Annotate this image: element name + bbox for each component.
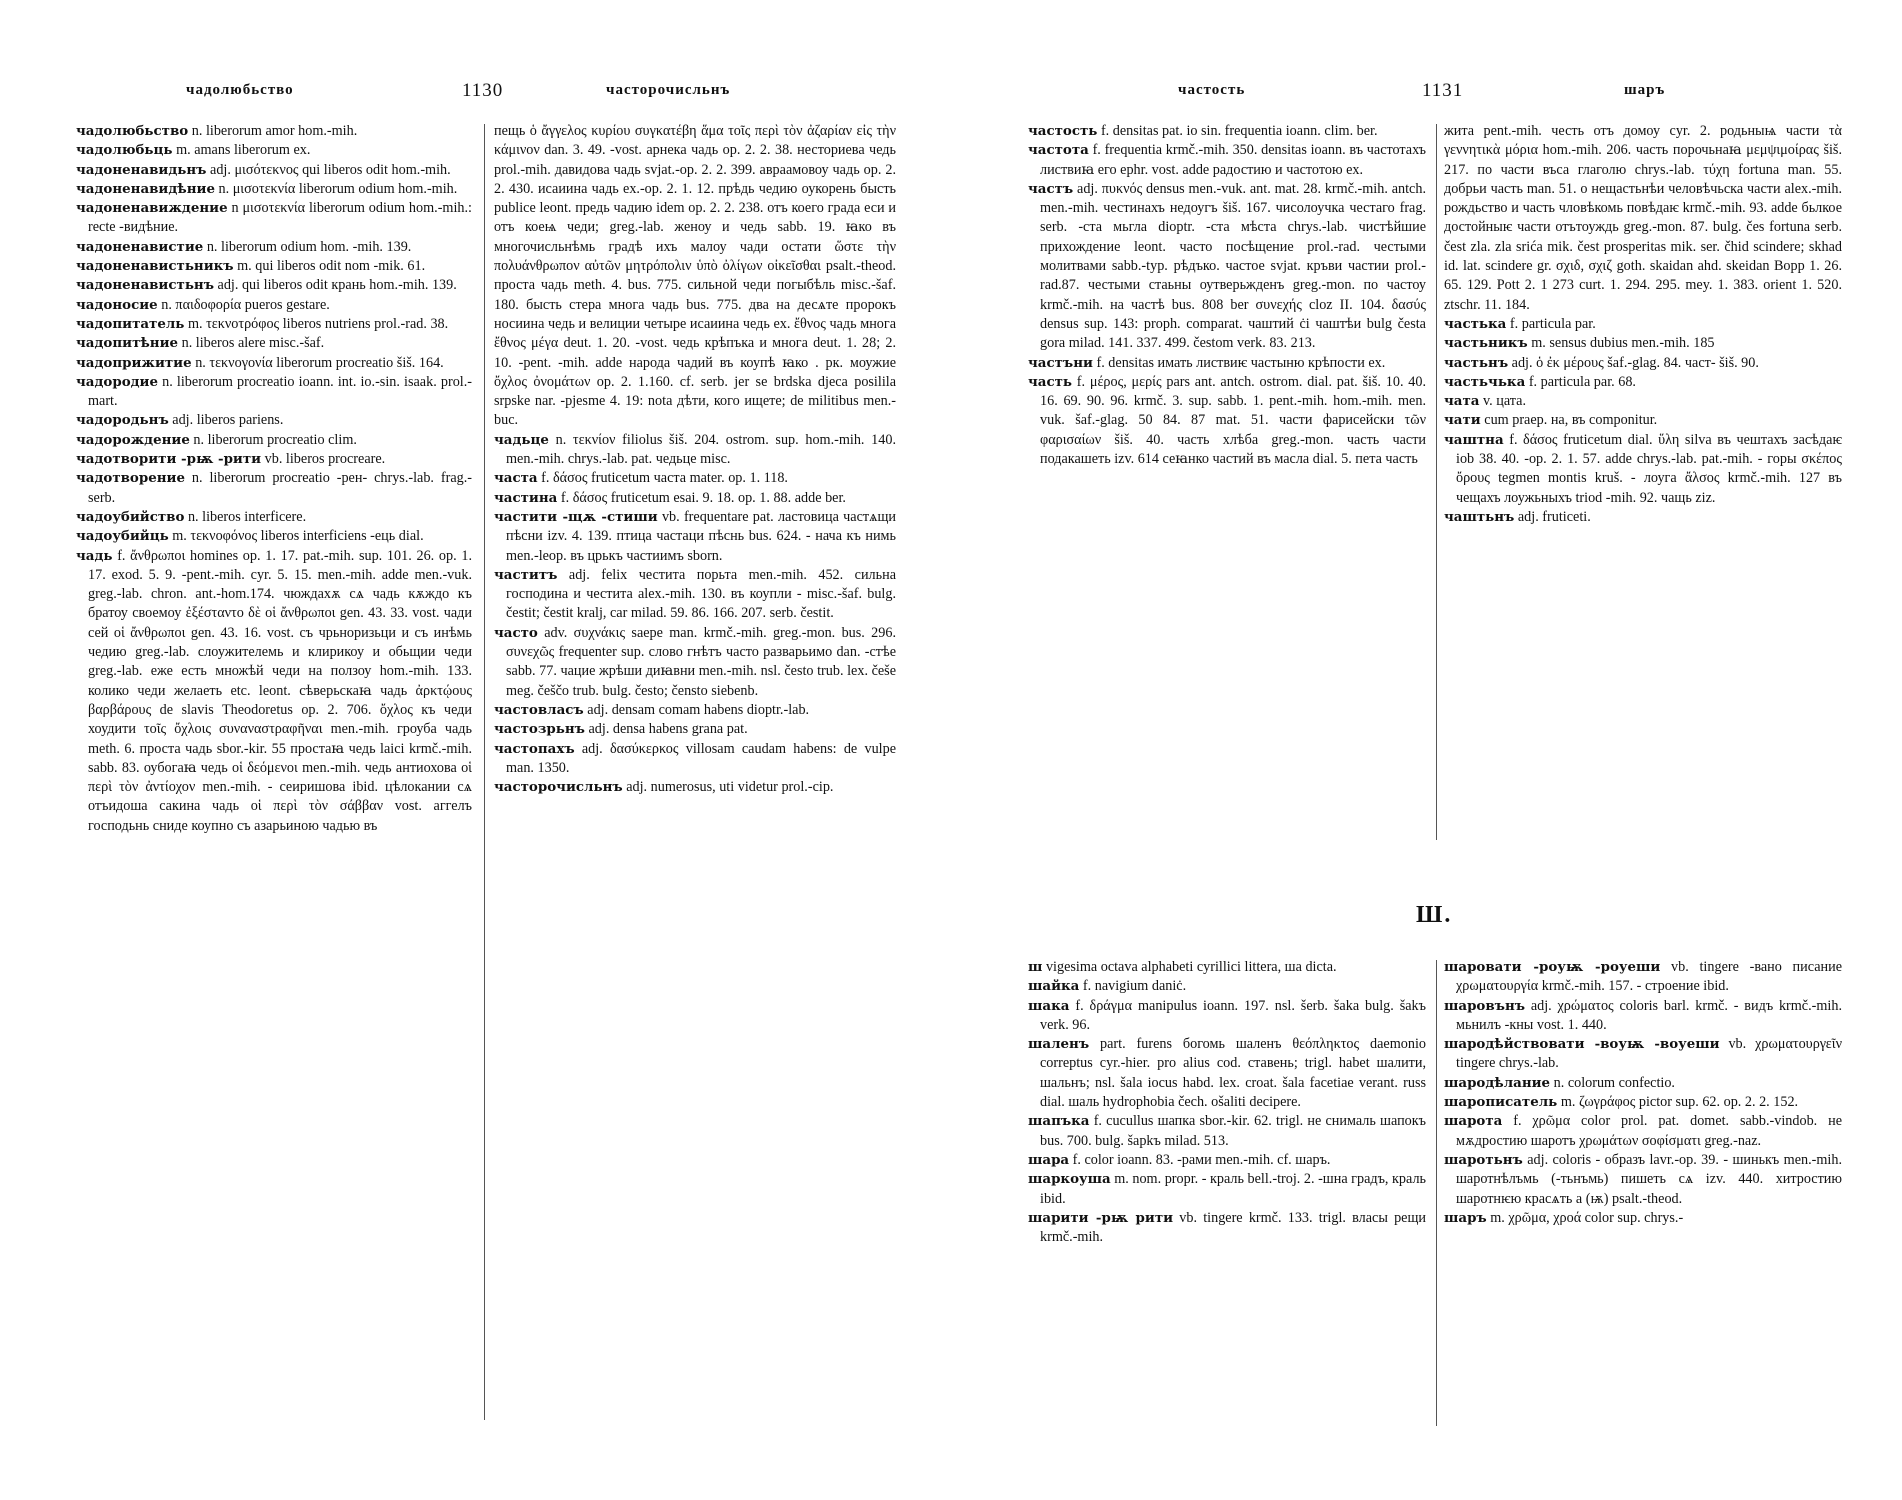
entry-definition: n. liberos alere misc.-šaf. [178, 335, 325, 352]
entry-definition: adj. densa habens grana pat. [584, 721, 748, 738]
entry-headword: чадолюбьство [76, 123, 189, 139]
dictionary-entry [1444, 334, 1842, 353]
entry-headword: чадоненавистие [76, 238, 204, 255]
dictionary-entry [1444, 958, 1842, 997]
dictionary-entry [76, 161, 472, 180]
entry-definition: m. amans liberorum ex. [172, 142, 311, 159]
dictionary-entry [1444, 1093, 1842, 1112]
entry-headword: шайка [1028, 978, 1080, 995]
entry-headword: часта [494, 470, 538, 487]
entry-headword: чадоубийць [76, 528, 169, 545]
dictionary-entry [1444, 373, 1842, 392]
dictionary-entry [1444, 1035, 1842, 1074]
dictionary-entry [1028, 1170, 1426, 1209]
dictionary-entry [76, 122, 472, 141]
right-page-column-4 [1444, 958, 1842, 1428]
entry-headword: шародѣлание [1444, 1074, 1551, 1091]
entry-headword: частити -щѫ -стиши [494, 508, 658, 525]
entry-definition: m. qui liberos odit nom -mik. 61. [233, 258, 426, 275]
right-page-column-3 [1028, 958, 1426, 1428]
dictionary-entry [1028, 958, 1426, 977]
dictionary-entry [1444, 411, 1842, 430]
entry-headword: шарити -рѭ рити [1028, 1209, 1174, 1226]
right-running-head-right: шаръ [1624, 82, 1666, 98]
entry-definition: n. liberorum procreatio -рен- chrys.-lab. frag.-serb. [88, 470, 472, 506]
dictionary-entry [1028, 354, 1426, 373]
dictionary-entry [1444, 122, 1842, 315]
dictionary-entry [76, 508, 472, 527]
entry-definition: vb. liberos procreare. [261, 451, 386, 468]
section-letter-sha: Ш. [1416, 902, 1453, 928]
right-page-column-2 [1444, 122, 1842, 842]
entry-definition: cum praep. на, въ componitur. [1480, 412, 1658, 429]
entry-headword: частъ [1028, 180, 1074, 197]
entry-headword: чадоненавиждение [76, 200, 228, 217]
entry-definition: n. colorum confectio. [1550, 1074, 1675, 1091]
dictionary-entry [494, 469, 896, 488]
entry-definition: f. cucullus шапка sbor.-kir. 62. trigl. не снималь шапокъ bus. 700. bulg. šapkъ milad. 513. [1040, 1113, 1426, 1149]
entry-headword: шаръ [1444, 1209, 1487, 1226]
dictionary-entry [1444, 392, 1842, 411]
entry-definition: adj. ὁ ἐκ μέρους šaf.-glag. 84. част- šiš. 90. [1508, 354, 1759, 371]
entry-definition: m. τεκνοτρόφος liberos nutriens prol.-rad. 38. [184, 315, 449, 332]
entry-headword: чадьце [494, 431, 549, 448]
entry-headword: чадопитѣние [76, 335, 179, 352]
dictionary-entry [76, 431, 472, 450]
dictionary-entry [494, 740, 896, 779]
entry-definition: n. liberorum odium hom. -mih. 139. [203, 238, 412, 255]
entry-definition: пещь ὁ ἄγγελος κυρίου συγκατέβη ἅμα τοῖς περὶ τὸν ἀζαρίαν εἰς τὴν κάμινον dan. 3. 49. -vost. арнека чадь op. 2. 2. 38. несториева чедь prol.-mih. давидова чадь svjat.-op. 2. 2. 399. авраамовоу чадь op. 2. 2. 430. исаиина чадь ex.-op. 2. 1. 12. прѣдь чедию оукорень бысть publice leont. предь чадию idem op. 2. 2. 238. отъ коего града еси и отъ коеѩ чеди; greg.-lab. женоу и чедь sabb. 19. ꙗко въ многочисльнѣмь градѣ ихъ малоу чади остати ὥστε τὴν πολυάνθρωπον αὐτῶν μητρόπολιν ὑπὸ ὀλίγων οἰκεῖσθαι psalt.-theod. проста чадь meth. 4. bus. 775. сильной чеди погыбѣль misc.-šaf. 180. бысть стера многа чадь bus. 775. два на десѧте пророкъ носиина чедь и велиции четыре исаиина чедь ex. ἔθνος чадь многа ἔθνος μέγα deut. 1. 20. -vost. чедь крѣпъка и многа deut. 1. 28; 2. 10. -pent. -mih. adde народа чадий въ коупѣ ꙗко . рк. моужие ὄχλος ὀνομάτων op. 2. 1.160. cf. serb. jer se brdska djeca posilila srpske nar. -pjesme 4. 19: nota дѣти, кого ищете; de militibus men.-buc. [494, 123, 896, 429]
entry-definition: n. liberorum procreatio ioann. int. io.-sin. isaak. prol.-mart. [88, 373, 472, 410]
dictionary-entry [494, 624, 896, 701]
right-running-head-left: частость [1178, 82, 1246, 98]
dictionary-entry [76, 354, 472, 373]
dictionary-entry [1444, 1151, 1842, 1209]
entry-headword: чадотворити -рѭ -рити [76, 451, 262, 468]
dictionary-entry [1444, 354, 1842, 373]
entry-definition: f. densitas имать листвиѥ частыню крѣпости ex. [1092, 354, 1386, 371]
left-page-number: 1130 [462, 80, 504, 101]
entry-headword: чати [1444, 412, 1481, 429]
entry-definition: adj. μισότεκνος qui liberos odit hom.-mih. [206, 161, 451, 178]
entry-definition: f. ἄνθρωποι homines op. 1. 17. pat.-mih. sup. 101. 26. op. 1. 17. exod. 5. 9. -pent.-mih. cyr. 5. 15. men.-mih. adde men.-vuk. greg.-lab. chron. ant.-hom.174. чюждахѫ сѧ чадь кѫждо къ братоу своемоу ἐξέσταντο δὲ οἱ ἄνθρωποι gen. 43. 33. vost. чади сей οἱ ἄνθρωποι gen. 43. 16. vost. съ чрьноризьци и съ инѣмь чедию greg.-lab. слоужителемь и клирикоу и обьщии чеди greg.-lab. еже есть множѣй чеди на ползоу hom.-mih. 133. колико чеди желаеть etc. leont. сѣверьскаꙗ чадь ἀρκτῴους βαρβάρους de slavis Theodoretus op. 2. 706. ὄχλος къ чеди хоудити τοῖς ὄχλοις συναναστραφῆναι men.-mih. гроуба чадь meth. 6. проста чадь sbor.-kir. 55 простаꙗ чедь laici krmč.-mih. sabb. 83. оубогаꙗ чедь οἱ δεόμενοι men.-mih. чедь антиохова οἱ περὶ τὸν ἀντίοχον men.-mih. - сеиришова ibid. цѣлокании сѧ отъидоша сакина чадь οἱ περὶ τὸν σάββαν vost. аггелъ господьнь сниде коупно съ азарьиною чадью въ [88, 547, 472, 834]
entry-headword: шаленъ [1028, 1036, 1090, 1053]
entry-definition: adj. liberos pariens. [168, 412, 284, 429]
entry-definition: f. densitas pat. io sin. frequentia ioann. clim. ber. [1097, 123, 1378, 139]
entry-definition: adj. fruticeti. [1514, 508, 1591, 525]
entry-headword: частопахъ [494, 740, 575, 757]
entry-headword: ш [1028, 959, 1043, 975]
dictionary-entry [76, 373, 472, 412]
dictionary-entry [1028, 180, 1426, 354]
dictionary-entry [1444, 508, 1842, 527]
entry-definition: m. sensus dubius men.-mih. 185 [1527, 335, 1715, 352]
left-running-head-right: часторочисльнъ [606, 82, 731, 98]
dictionary-entry [1444, 1209, 1842, 1228]
entry-headword: чадоненавистьникъ [76, 258, 234, 275]
entry-headword: чадолюбьць [76, 142, 173, 159]
entry-headword: частота [1028, 142, 1089, 159]
dictionary-entry [1444, 1112, 1842, 1151]
right-page-number: 1131 [1422, 80, 1464, 101]
dictionary-entry [1028, 122, 1426, 141]
entry-definition: n μισοτεκνία liberorum odium hom.-mih.: recte -видѣние. [88, 200, 472, 236]
entry-definition: f. μέρος, μερίς pars ant. antch. ostrom. dial. pat. šiš. 10. 40. 16. 69. 90. 96. krmč. 3. sup. sabb. 1. pent.-mih. hom.-mih. men. vuk. šaf.-glag. 50 84. 87 mat. 51. части фарисейски τῶν φαρισαίων šiš. 40. часть хлѣба greg.-mon. часть части подакашеть izv. 614 сеꙗнко частий въ масла dial. 5. пета часть [1040, 373, 1426, 468]
entry-definition: adj. densam comam habens dioptr.-lab. [583, 701, 810, 718]
left-running-head-left: чадолюбьство [186, 82, 294, 98]
dictionary-entry [494, 431, 896, 470]
entry-definition: n. παιδοφορία pueros gestare. [157, 296, 330, 313]
right-page-column-divider [1436, 124, 1437, 840]
dictionary-entry [1028, 1035, 1426, 1112]
entry-definition: f. δράγμα manipulus ioann. 197. nsl. šerb. šaka bulg. šakъ verk. 96. [1040, 997, 1426, 1033]
entry-definition: vb. frequentare pat. ластовица частѧщи пѣсни izv. 4. 139. птица частаци пѣснь bus. 624. - нача къ нимь men.-leop. въ црькъ частиимъ sborn. [506, 508, 896, 564]
dictionary-entry [1444, 431, 1842, 508]
left-page-column-2 [494, 122, 896, 1422]
entry-headword: чадоубийство [76, 508, 185, 525]
entry-definition: adj. χρώματος coloris barl. krmč. - видъ krmč.-mih. мьнилъ -кны vost. 1. 440. [1456, 997, 1842, 1033]
entry-headword: чадоненавистьнъ [76, 277, 214, 294]
dictionary-entry [76, 238, 472, 257]
entry-headword: шародѣйствовати -воуѭ -воуеши [1444, 1036, 1720, 1053]
dictionary-entry [494, 489, 896, 508]
right-page-column-1 [1028, 122, 1426, 842]
entry-headword: частьчька [1444, 373, 1526, 390]
dictionary-entry [1028, 977, 1426, 996]
entry-headword: чадь [76, 547, 113, 564]
entry-definition: f. δάσος fruticetum часта mater. op. 1. 118. [537, 470, 788, 487]
dictionary-entry [1444, 315, 1842, 334]
entry-headword: шара [1028, 1151, 1070, 1168]
left-page-column-1 [76, 122, 472, 1422]
entry-definition: n. τεκνογονία liberorum procreatio šiš. 164. [191, 354, 444, 371]
entry-headword: частина [494, 489, 558, 506]
entry-headword: шаротьнъ [1444, 1151, 1523, 1168]
dictionary-entry [1028, 141, 1426, 180]
entry-headword: чадорождение [76, 431, 190, 448]
entry-definition: adj. qui liberos odit крань hom.-mih. 139. [213, 277, 457, 294]
dictionary-entry [76, 469, 472, 508]
dictionary-entry [76, 315, 472, 334]
entry-definition: f. δάσος fruticetum esai. 9. 18. op. 1. 88. adde ber. [557, 489, 846, 506]
left-page-header [186, 82, 986, 106]
entry-headword: чадоненавидьнъ [76, 161, 207, 178]
entry-definition: m. τεκνοφόνος liberos interficiens -ець dial. [168, 528, 424, 545]
entry-headword: часть [1028, 373, 1073, 390]
dictionary-entry [76, 141, 472, 160]
entry-definition: part. furens богомь шаленъ θεόπληκτος daemonio correptus cyr.-hier. pro alius cod. ставень; trigl. habet шалити, шальнъ; nsl. šala iocus habd. lex. croat. šala facetiae verant. russ dial. шаль hydrophobia čech. ošaliti decipere. [1040, 1036, 1426, 1111]
dictionary-entry [494, 508, 896, 566]
dictionary-entry [76, 450, 472, 469]
entry-headword: шаровати -роуѭ -роуеши [1444, 959, 1661, 975]
entry-definition: vigesima octava alphabeti cyrillici littera, ша dicta. [1042, 959, 1337, 975]
entry-definition: m. ζωγράφος pictor sup. 62. op. 2. 2. 152. [1557, 1094, 1799, 1111]
entry-headword: шака [1028, 997, 1070, 1014]
entry-definition: жита pent.-mih. честь отъ домоу cyr. 2. родьныѩ части τὰ γεννητικὰ μόρια hom.-mih. 206. часть порочьнаꙗ μεμψιμοίρας šiš. 217. по части въса глаголю chrys.-lab. τύχη fortuna man. 55. добрьи часть man. 51. о нещастьнѣи человѣчьска части alex.-mih. рождьство и часть чловѣкомь повѣдаѥ krmč.-mih. 93. adde бьлкое достойныѥ части отътоуждь greg.-mon. 87. bulg. čes fortuna serb. čest zla. zla srića mik. čest prosperitas mik. ser. čhid scindere; skhad id. lat. scindere gr. σχιδ, σχιζ goth. skaidan ahd. skeidan Bopp 1. 26. 65. 129. Pott 2. 1 273 curt. 1. 294. 295. mey. 1. 383. orient 1. 520. ztschr. 11. 184. [1444, 123, 1842, 313]
entry-definition: adj. δασύκερκος villosam caudam habens: de vulpe man. 1350. [506, 740, 896, 776]
entry-headword: частитъ [494, 566, 558, 583]
entry-headword: часто [494, 624, 538, 641]
entry-headword: чадоприжитие [76, 354, 192, 371]
entry-headword: чадотворение [76, 470, 186, 487]
entry-definition: n. liberos interficere. [184, 508, 307, 525]
entry-headword: частовласъ [494, 701, 584, 718]
entry-headword: шарописатель [1444, 1094, 1558, 1111]
entry-definition: vb. tingere -вано писание χρωματουργία krmč.-mih. 157. - строение ibid. [1456, 959, 1842, 995]
entry-definition: n. liberorum procreatio clim. [189, 431, 357, 448]
entry-definition: m. nom. propr. - краль bell.-troj. 2. -шна градъ, краль ibid. [1040, 1171, 1426, 1207]
entry-headword: чадоносие [76, 296, 158, 313]
dictionary-entry [76, 296, 472, 315]
dictionary-entry [76, 276, 472, 295]
entry-definition: adj. coloris - образъ lavr.-op. 39. - шинькъ men.-mih. шаротнѣлъмь (-тьнъмь) пишеть сѧ izv. 440. хитростию шаротнѥю красѧть а (ѭ) psalt.-theod. [1456, 1151, 1842, 1207]
entry-definition: n. liberorum amor hom.-mih. [188, 123, 358, 139]
entry-headword: шаровънъ [1444, 997, 1526, 1014]
entry-definition: v. цата. [1479, 393, 1527, 410]
entry-definition: f. navigium daniċ. [1079, 978, 1187, 995]
entry-definition: f. particula par. [1506, 315, 1596, 332]
entry-headword: чаштьнъ [1444, 508, 1515, 525]
dictionary-entry [1444, 1074, 1842, 1093]
entry-definition: adj. πυκνός densus men.-vuk. ant. mat. 28. krmč.-mih. antch. men.-mih. честинахъ недоугъ šiš. 167. чисолоучка честаго frag. serb. -ста мьгла dioptr. -ста мѣста chrys.-lab. чистѣйшие прихождение leont. часто посѣщение prol.-rad. честыми молитвами sabb.-typ. рѣдъко. частое svjat. кръви частии prol.-rad.87. честыми стаьны оутверьжденъ greg.-mon. по частоу krmč.-mih. на частѣ bus. 808 ber συνεχής cloz II. 104. δασύς densus sup. 143: proph. comparat. чаштий ċi чаштѣи bulg česta gora milad. 141. 337. 499. čestom verk. 83. 213. [1040, 180, 1426, 352]
dictionary-entry [76, 180, 472, 199]
entry-headword: частька [1444, 315, 1507, 332]
entry-headword: часторочисльнъ [494, 779, 623, 796]
entry-headword: чадопитатель [76, 315, 185, 332]
entry-definition: m. χρῶμα, χροά color sup. chrys.- [1486, 1209, 1684, 1226]
entry-headword: частозрьнъ [494, 721, 585, 738]
entry-definition: f. color ioann. 83. -рами men.-mih. cf. шаръ. [1069, 1151, 1331, 1168]
right-page-column-divider-2 [1436, 960, 1437, 1426]
entry-definition: f. particula par. 68. [1525, 373, 1636, 390]
dictionary-entry [494, 566, 896, 624]
entry-definition: f. δάσος fruticetum dial. ὕλη silva въ чештахъ засѣдаѥ iob 38. 40. -op. 2. 1. 57. adde chrys.-lab. pat.-mih. - горы σκέπος ὄρους tegmen montis kruš. - лоуга ἄλσος krmč.-mih. 127 въ чещахъ лоужьныхъ triod -mih. 92. чащь ziz. [1456, 431, 1842, 506]
entry-definition: n. τεκνίον filiolus šiš. 204. ostrom. sup. hom.-mih. 140. men.-mih. chrys.-lab. pat. чедьце misc. [506, 431, 896, 468]
entry-headword: шаркоуша [1028, 1171, 1111, 1188]
entry-definition: adj. felix честита порьта men.-mih. 452. сильна господина и честита alex.-mih. 130. въ коупли - misc.-šaf. bulg. čestit; čestit kralj, car milad. 59. 86. 166. 207. serb. čestit. [506, 566, 896, 622]
left-page-column-divider [484, 124, 485, 1420]
entry-headword: чадоненавидѣние [76, 180, 215, 197]
dictionary-entry [1028, 1112, 1426, 1151]
entry-definition: f. χρῶμα color prol. pat. domet. sabb.-vindob. не мѫдростию шаротъ χρωμάτων σοφίσματι greg.-naz. [1456, 1113, 1842, 1149]
dictionary-entry [1028, 997, 1426, 1036]
dictionary-entry [76, 411, 472, 430]
entry-headword: частъни [1028, 354, 1093, 371]
entry-headword: шарота [1444, 1113, 1503, 1130]
entry-headword: частость [1028, 123, 1098, 139]
entry-definition: adv. συχνάκις saepe man. krmč.-mih. greg.-mon. bus. 296. συνεχῶς frequenter sup. слово гнѣтъ часто разварьимо dan. -стѣе sabb. 77. чацие жрѣши диꙗвни men.-mih. nsl. često trub. lex. češe meg. češčo trub. bulg. često; čensto siebenb. [506, 624, 896, 699]
dictionary-entry [76, 547, 472, 836]
dictionary-entry [494, 122, 896, 431]
entry-definition: vb. χρωματουργεῖν tingere chrys.-lab. [1456, 1036, 1842, 1072]
entry-headword: частьникъ [1444, 335, 1528, 352]
entry-definition: vb. tingere krmč. 133. trigl. власы рещи krmč.-mih. [1040, 1209, 1426, 1246]
dictionary-entry [1028, 1151, 1426, 1170]
entry-definition: adj. numerosus, uti videtur prol.-cip. [622, 779, 834, 796]
entry-headword: чата [1444, 393, 1480, 410]
entry-headword: чаштна [1444, 431, 1504, 448]
dictionary-entry [76, 527, 472, 546]
dictionary-entry [494, 720, 896, 739]
entry-headword: частьнъ [1444, 354, 1509, 371]
dictionary-entry [494, 701, 896, 720]
dictionary-entry [1444, 997, 1842, 1036]
entry-headword: чадородие [76, 373, 159, 390]
entry-definition: f. frequentia krmč.-mih. 350. densitas ioann. въ частотахъ листвиꙗ его ephr. vost. adde радостию и частотою ex. [1040, 142, 1426, 178]
right-page-header [1032, 82, 1832, 106]
dictionary-entry [494, 778, 896, 797]
dictionary-entry [1028, 373, 1426, 469]
dictionary-entry [76, 199, 472, 238]
entry-headword: чадородьнъ [76, 412, 169, 429]
entry-headword: шапъка [1028, 1113, 1090, 1130]
dictionary-entry [1028, 1209, 1426, 1248]
dictionary-entry [76, 334, 472, 353]
entry-definition: n. μισοτεκνία liberorum odium hom.-mih. [214, 180, 458, 197]
dictionary-entry [76, 257, 472, 276]
